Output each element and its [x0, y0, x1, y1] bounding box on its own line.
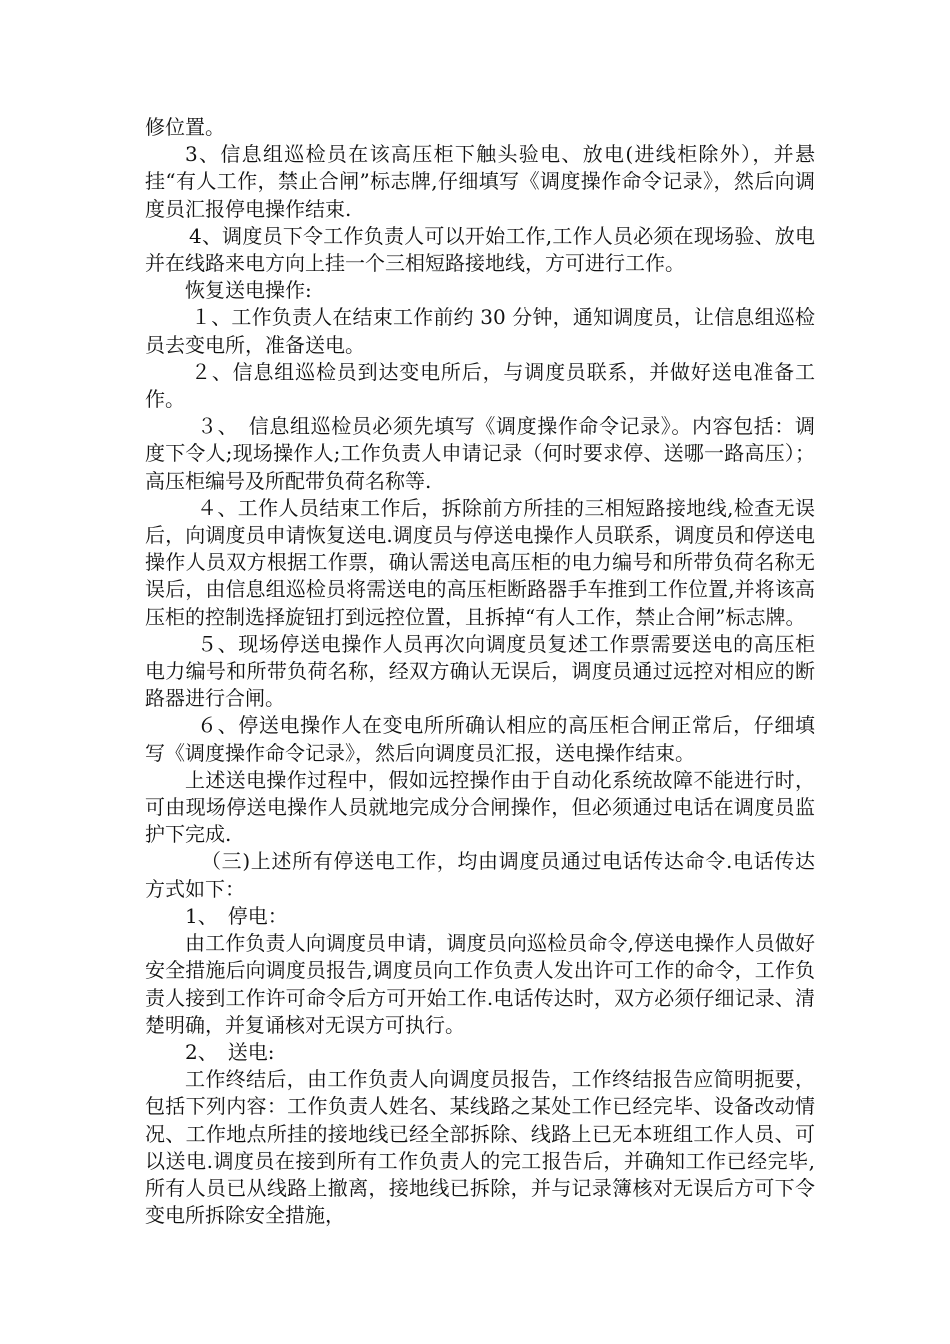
- paragraph-restore-step-6: ６、停送电操作人在变电所所确认相应的高压柜合闸正常后，仔细填写《调度操作命令记录》，然后向调度员汇报，送电操作结束。: [145, 713, 815, 765]
- paragraph-step-4: 4、调度员下令工作负责人可以开始工作,工作人员必须在现场验、放电并在线路来电方向上挂一个三相短路接地线，方可进行工作。: [145, 223, 815, 276]
- paragraph-continuation: 修位置。: [145, 115, 225, 139]
- paragraph-restore-step-5: ５、现场停送电操作人员再次向调度员复述工作票需要送电的高压柜电力编号和所带负荷名称，经双方确认无误后，调度员通过远控对相应的断路器进行合闸。: [145, 631, 815, 711]
- paragraph-power-off-procedure: 由工作负责人向调度员申请，调度员向巡检员命令,停送电操作人员做好安全措施后向调度员报告,调度员向工作负责人发出许可工作的命令，工作负责人接到工作许可命令后方可开始工作.电话传达时，双方必须仔细记录、清楚明确，并复诵核对无误方可执行。: [145, 931, 815, 1037]
- subheading-power-on: 2、 送电:: [185, 1039, 275, 1064]
- section-heading-restore-power: 恢复送电操作:: [185, 278, 312, 303]
- paragraph-restore-step-3: ３、 信息组巡检员必须先填写《调度操作命令记录》。内容包括：调度下令人;现场操作人;工作负责人申请记录（何时要求停、送哪一路高压）；高压柜编号及所配带负荷名称等.: [145, 414, 815, 493]
- paragraph-restore-step-4: ４、工作人员结束工作后，拆除前方所挂的三相短路接地线,检查无误后，向调度员申请恢复送电.调度员与停送电操作人员联系，调度员和停送电操作人员双方根据工作票，确认需送电高压柜的电力编号和所带负荷名称无误后，由信息组巡检员将需送电的高压柜断路器手车推到工作位置,并将该高压柜的控制选择旋钮打到远控位置，且拆掉“有人工作，禁止合闸”标志牌。: [145, 495, 815, 629]
- document-body: [145, 114, 815, 1229]
- paragraph-restore-step-1: １、工作负责人在结束工作前约 30 分钟，通知调度员，让信息组巡检员去变电所，准备送电。: [145, 305, 815, 357]
- subheading-power-off: 1、 停电：: [185, 903, 288, 928]
- paragraph-remote-failure-note: 上述送电操作过程中，假如远控操作由于自动化系统故障不能进行时，可由现场停送电操作人员就地完成分合闸操作，但必须通过电话在调度员监护下完成.: [145, 767, 815, 847]
- section-heading-phone-commands: （三)上述所有停送电工作，均由调度员通过电话传达命令.电话传达方式如下：: [145, 849, 815, 901]
- paragraph-restore-step-2: ２、信息组巡检员到达变电所后，与调度员联系，并做好送电准备工作。: [145, 359, 815, 412]
- paragraph-step-3: 3、信息组巡检员在该高压柜下触头验电、放电(进线柜除外），并悬挂“有人工作，禁止合闸”标志牌,仔细填写《调度操作命令记录》，然后向调度员汇报停电操作结束.: [145, 142, 815, 221]
- paragraph-power-on-procedure: 工作终结后，由工作负责人向调度员报告，工作终结报告应简明扼要，包括下列内容：工作负责人姓名、某线路之某处工作已经完毕、设备改动情况、工作地点所挂的接地线已经全部拆除、线路上已无本班组工作人员、可以送电.调度员在接到所有工作负责人的完工报告后，并确知工作已经完毕,所有人员已从线路上撤离，接地线已拆除，并与记录簿核对无误后方可下令变电所拆除安全措施，: [145, 1067, 815, 1228]
